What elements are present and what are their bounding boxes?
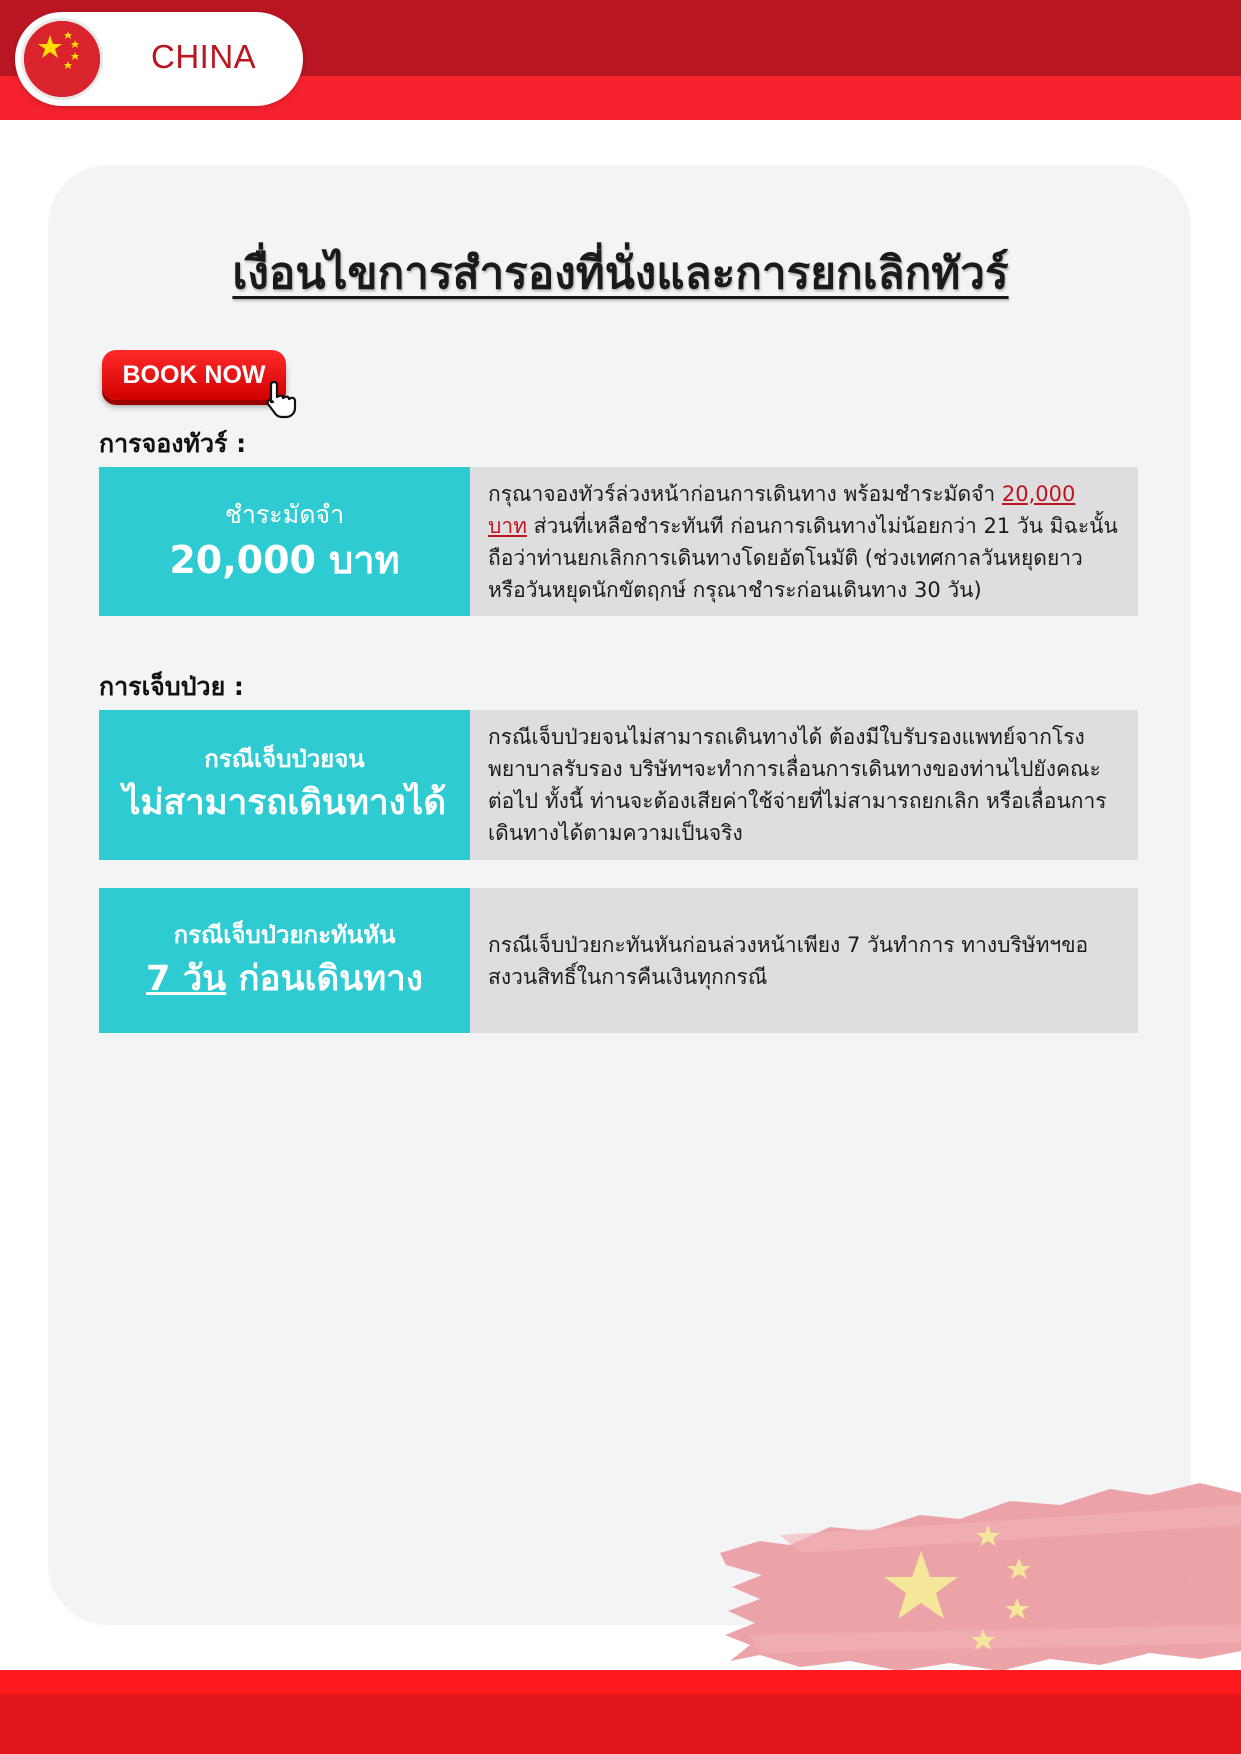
china-flag-icon [21, 18, 103, 100]
illness-case-2-box [99, 888, 470, 1033]
illness-case-2-line2 [146, 953, 423, 1005]
hand-cursor-icon [262, 378, 304, 420]
footer-bottom-band [0, 1694, 1241, 1754]
illness-case-1-line2: ไม่สามารถเดินทางได้ [122, 783, 447, 823]
deposit-box [99, 467, 470, 616]
illness-case-2-row [99, 888, 1138, 1033]
illness-case-2-days: 7 วัน [146, 958, 227, 999]
header [0, 0, 1241, 120]
illness-case-2-description [470, 888, 1138, 1033]
illness-case-2-rest: ก่อนเดินทาง [226, 958, 423, 999]
booking-heading: การจองทัวร์ : [99, 429, 247, 458]
deposit-label: ชำระมัดจำ [224, 499, 345, 529]
booking-desc-highlight: 20,000 บาท [488, 481, 1076, 538]
illness-case-2-desc: กรณีเจ็บป่วยกะทันหันก่อนล่วงหน้าเพียง 7 วันทำการ ทางบริษัทฯขอสงวนสิทธิ์ในการคืนเงินทุกกรณี [488, 932, 1089, 989]
illness-case-1-line1: กรณีเจ็บป่วยจน [204, 745, 365, 773]
illness-case-1-row [99, 710, 1138, 860]
illness-case-1-desc: กรณีเจ็บป่วยจนไม่สามารถเดินทางได้ ต้องมีใบรับรองแพทย์จากโรงพยาบาลรับรอง บริษัทฯจะทำการเลื่อนการเดินทางของท่านไปยังคณะต่อไป ทั้งนี้ ท่านจะต้องเสียค่าใช้จ่ายที่ไม่สามารถยกเลิก หรือเลื่อนการเดินทางได้ตามความเป็นจริง [488, 725, 1107, 845]
country-badge [15, 12, 303, 106]
book-now-button[interactable]: BOOK NOW [102, 350, 286, 400]
country-label: CHINA [151, 38, 257, 75]
illness-case-1-description [470, 710, 1138, 860]
booking-row [99, 467, 1138, 616]
page-title: เงื่อนไขการสำรองที่นั่งและการยกเลิกทัวร์ [232, 248, 1009, 299]
booking-description [470, 467, 1138, 616]
footer-top-band [0, 1670, 1241, 1694]
illness-case-1-box [99, 710, 470, 860]
brush-flag-icon [720, 1475, 1241, 1675]
illness-case-2-line1: กรณีเจ็บป่วยกะทันหัน [173, 920, 396, 949]
illness-heading: การเจ็บป่วย : [99, 672, 244, 701]
booking-desc-pre: กรุณาจองทัวร์ล่วงหน้าก่อนการเดินทาง พร้อมชำระมัดจำ [488, 481, 1002, 506]
booking-desc-post: ส่วนที่เหลือชำระทันที ก่อนการเดินทางไม่น้อยกว่า 21 วัน มิฉะนั้น ถือว่าท่านยกเลิกการเดินทางโดยอัตโนมัติ (ช่วงเทศกาลวันหยุดยาว หรือวันหยุดนักขัตฤกษ์ กรุณาชำระก่อนเดินทาง 30 วัน) [488, 513, 1118, 602]
deposit-amount: 20,000 บาท [169, 537, 400, 582]
